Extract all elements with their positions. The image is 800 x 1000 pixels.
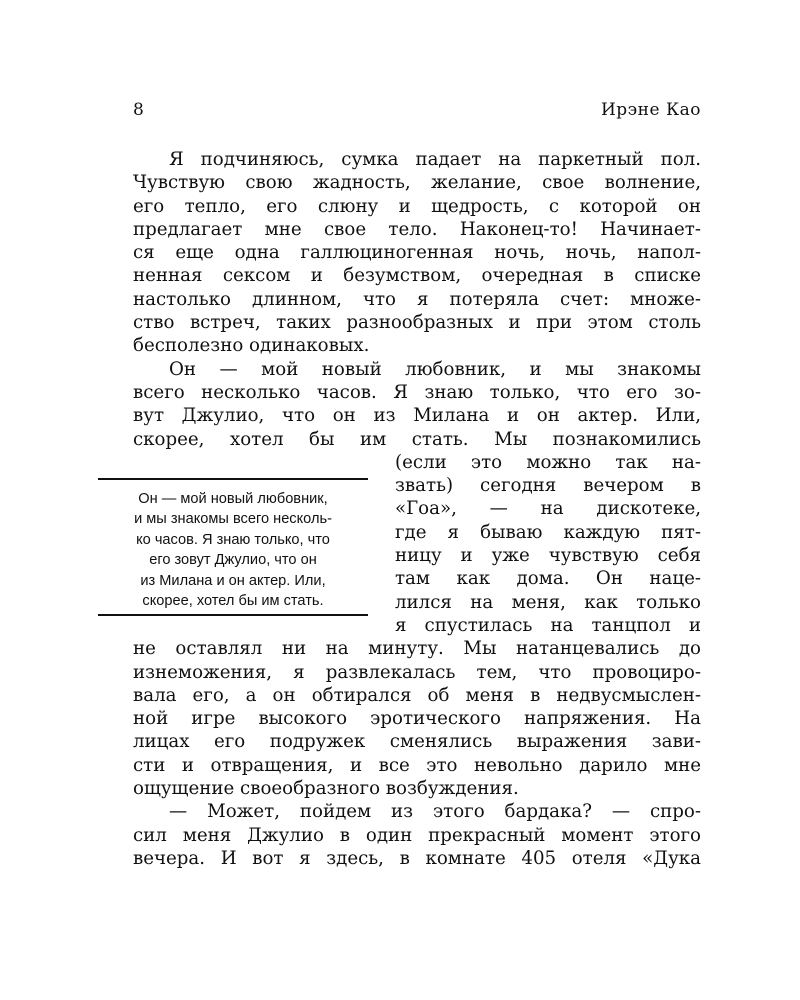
text-line: звать) сегодня вечером в [395, 475, 701, 497]
pull-quote-line: его зовут Джулио, что он [149, 552, 317, 569]
text-line: я спустилась на танцпол и [395, 614, 701, 636]
text-line: ся еще одна галлюциногенная ночь, ночь, напол- [133, 242, 701, 264]
text-line: Чувствую свою жадность, желание, свое волнение, [133, 172, 701, 194]
text-line: Я подчиняюсь, сумка падает на паркетный пол. [169, 149, 701, 170]
text-line: лицах его подружек сменялись выражения зави- [133, 731, 701, 753]
text-line: бесполезно одинаковых. [133, 335, 370, 357]
pull-quote [98, 478, 368, 616]
page-header [133, 100, 701, 130]
text-line: ство встреч, таких разнообразных и при этом столь [133, 312, 701, 334]
text-line: (если это можно так на- [395, 451, 701, 473]
text-line: сти и отвращения, и все это невольно дарило мне [133, 754, 701, 776]
text-line: не оставлял ни на минуту. Мы натанцевались до [133, 638, 701, 660]
text-line: всего несколько часов. Я знаю только, что его зо- [133, 381, 701, 403]
text-line: вут Джулио, что он из Милана и он актер. Или, [133, 405, 701, 427]
text-line: ощущение своеобразного возбуждения. [133, 778, 519, 800]
text-line: изнеможения, я развлекалась тем, что провоциро- [133, 661, 701, 683]
text-line: лился на меня, как только [395, 591, 701, 613]
pull-quote-line: и мы знакомы всего несколь- [134, 511, 332, 528]
text-line: — Может, пойдем из этого бардака? — спро- [169, 801, 701, 823]
text-line: скорее, хотел бы им стать. Мы познакомились [133, 428, 701, 450]
running-head-author: Ирэне Као [600, 100, 701, 120]
text-line: вечера. И вот я здесь, в комнате 405 отеля «Дука [133, 847, 701, 869]
text-line: «Гоа», — на дискотеке, [395, 498, 701, 520]
text-line: Он — мой новый любовник, и мы знакомы [169, 358, 701, 380]
text-line: ненная сексом и безумством, очередная в списке [133, 265, 701, 287]
pull-quote-line: из Милана и он актер. Или, [140, 572, 326, 589]
pull-quote-line: скорее, хотел бы им стать. [142, 593, 324, 610]
text-line: предлагает мне свое тело. Наконец-то! Начинает- [133, 218, 701, 240]
text-line: где я бываю каждую пят- [395, 521, 701, 543]
text-line: там как дома. Он наце- [395, 568, 701, 590]
pull-quote-line: ко часов. Я знаю только, что [136, 531, 330, 548]
text-line: настолько длинном, что я потеряла счет: множе- [133, 288, 701, 310]
pull-quote-line: Он — мой новый любовник, [138, 491, 328, 507]
text-line: ной игре высокого эротического напряжения. На [133, 708, 701, 730]
text-line: его тепло, его слюну и щедрость, с которой он [133, 195, 701, 217]
page-number: 8 [133, 100, 144, 120]
text-line: вала его, а он обтирался об меня в недвусмыслен- [133, 684, 701, 706]
text-line: сил меня Джулио в один прекрасный момент этого [133, 824, 701, 846]
text-line: ницу и уже чувствую себя [395, 545, 701, 567]
